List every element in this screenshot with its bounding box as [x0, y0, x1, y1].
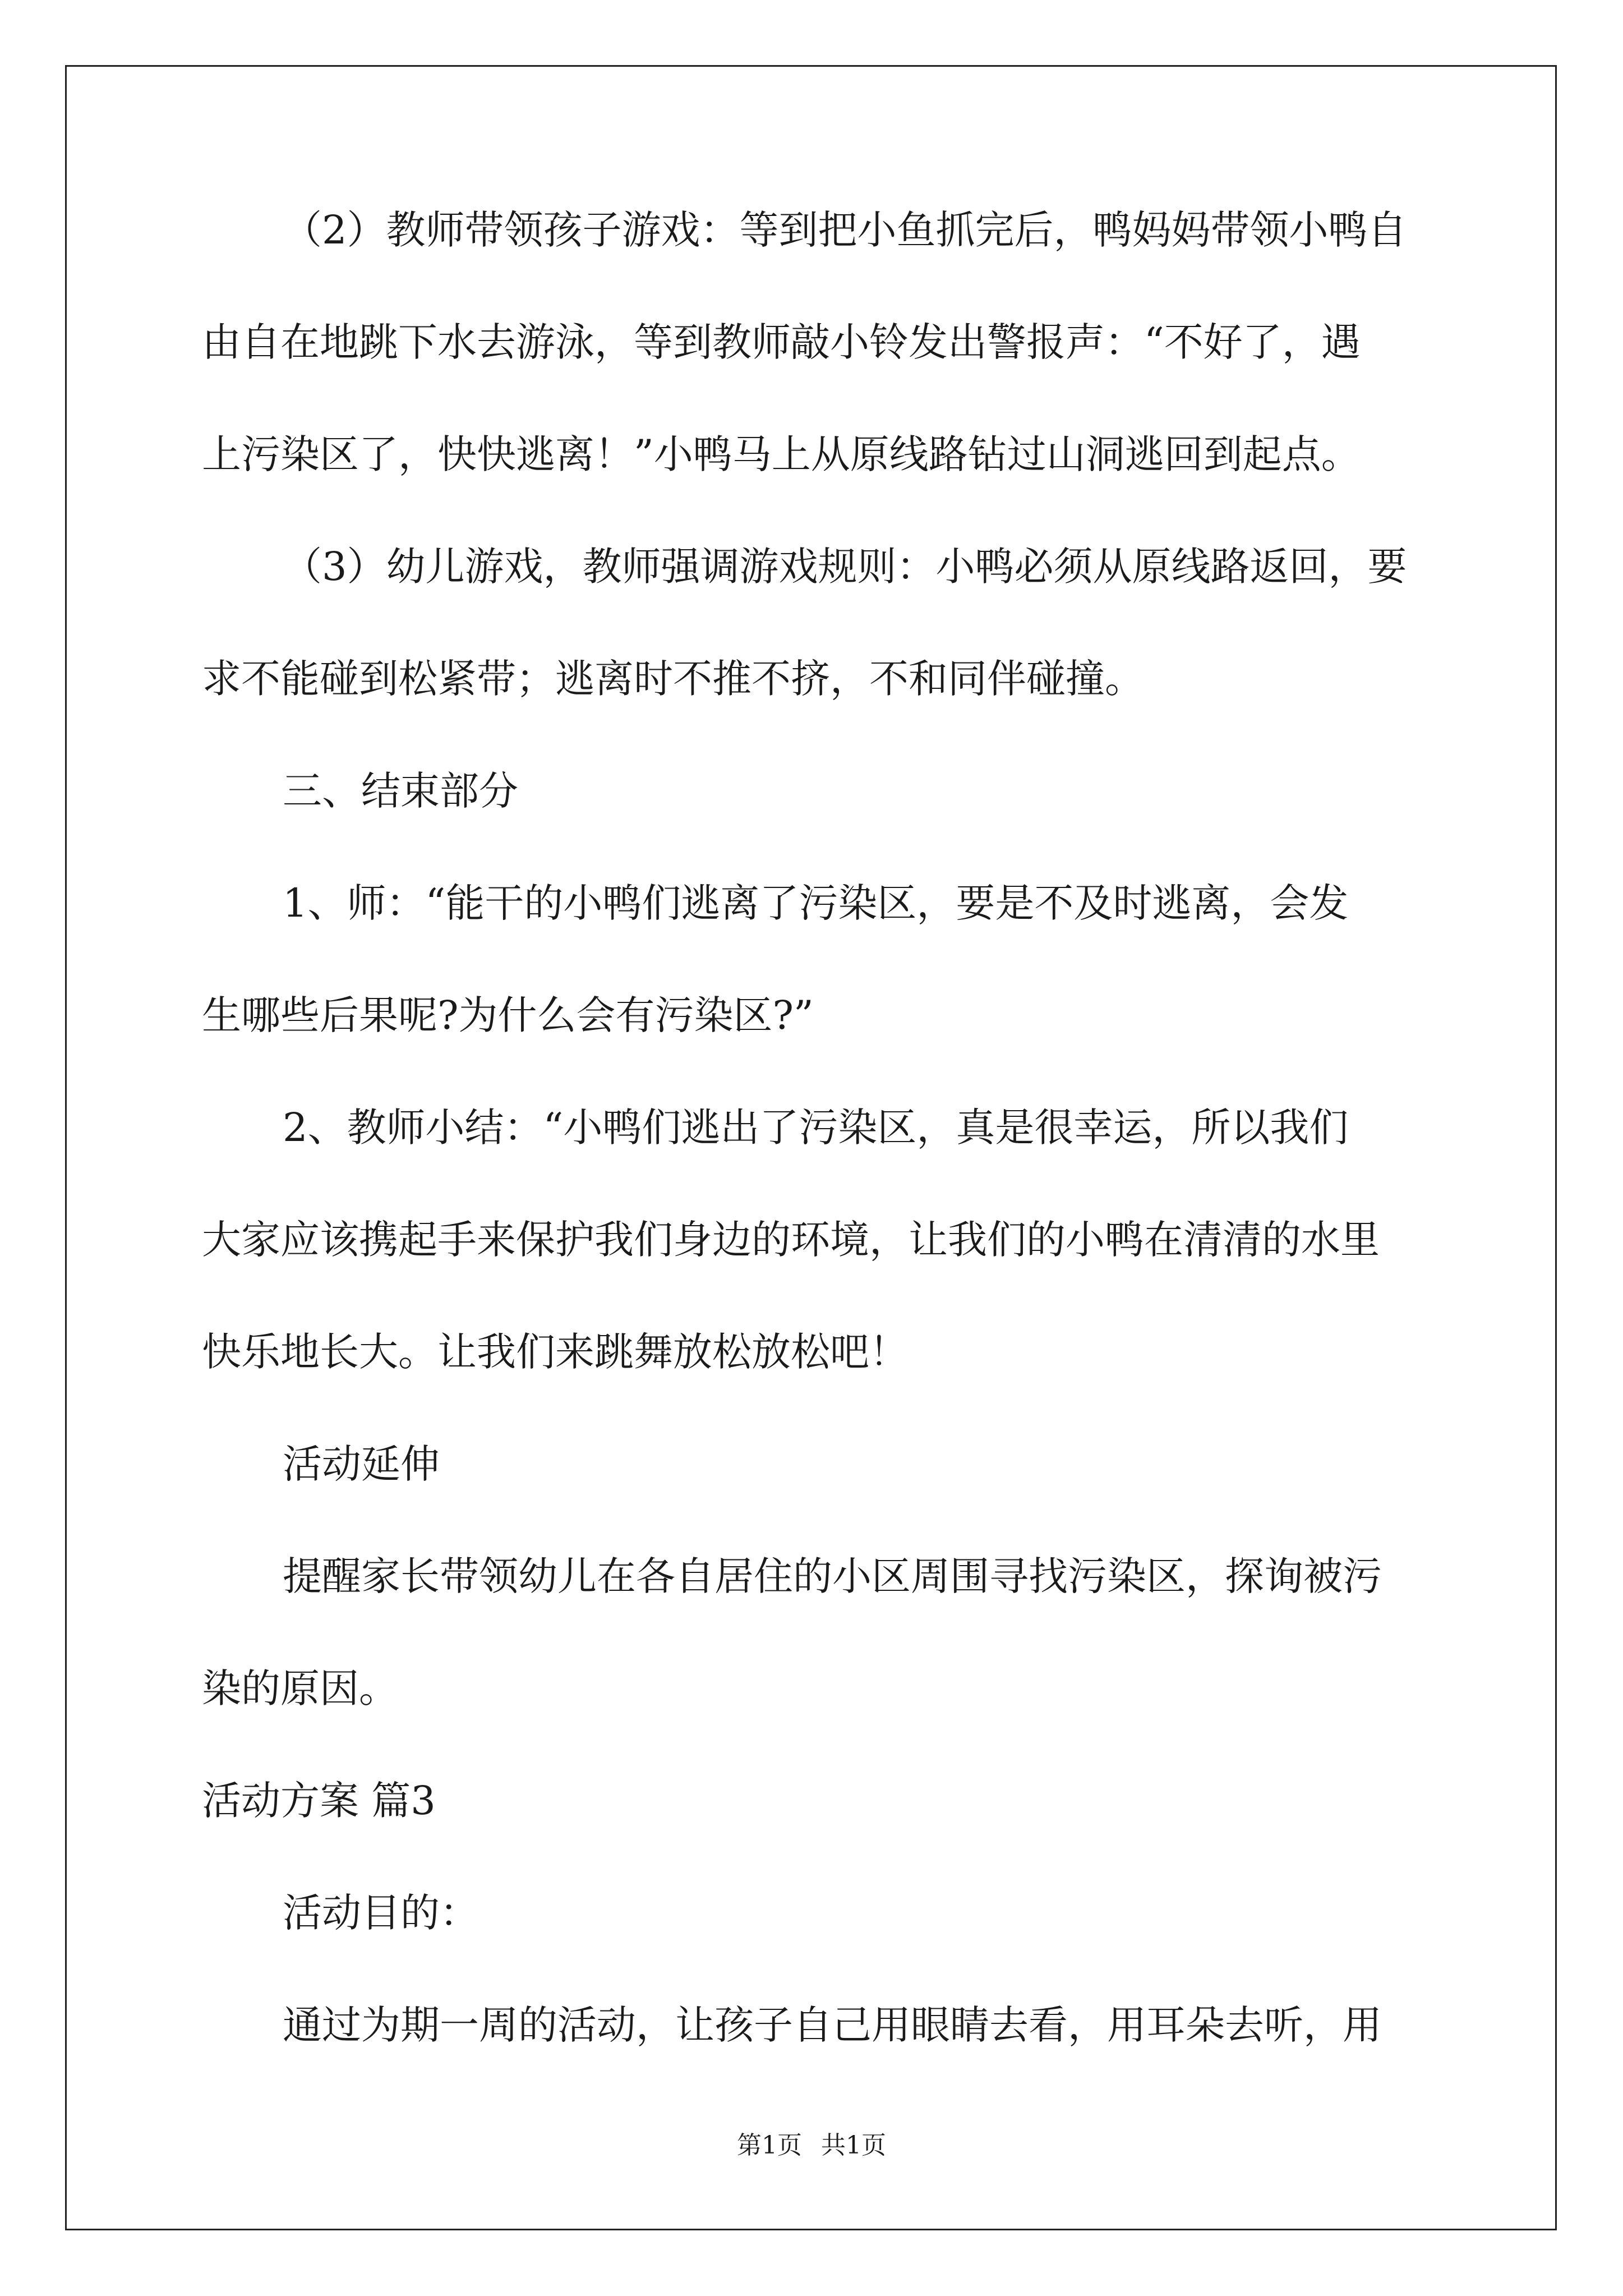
section-heading: 活动延伸 [283, 1441, 440, 1487]
paragraph-line: 求不能碰到松紧带；逃离时不推不挤，不和同伴碰撞。 [202, 656, 1144, 702]
page-number: 第1页 [737, 2131, 802, 2160]
section-heading: 三、结束部分 [283, 768, 518, 814]
paragraph-line: 大家应该携起手来保护我们身边的环境，让我们的小鸭在清清的水里 [202, 1217, 1380, 1263]
paragraph-line: 1、师：“能干的小鸭们逃离了污染区，要是不及时逃离，会发 [283, 880, 1349, 926]
paragraph-line: 染的原因。 [202, 1665, 398, 1711]
page-footer [0, 2129, 1623, 2162]
paragraph-line: （2）教师带领孩子游戏：等到把小鱼抓完后，鸭妈妈带领小鸭自 [283, 207, 1407, 253]
paragraph-line: 2、教师小结：“小鸭们逃出了污染区，真是很幸运，所以我们 [283, 1105, 1349, 1151]
paragraph-line: 提醒家长带领幼儿在各自居住的小区周围寻找污染区，探询被污 [283, 1553, 1382, 1599]
paragraph-line: 生哪些后果呢?为什么会有污染区?” [202, 992, 814, 1038]
paragraph-line: （3）幼儿游戏，教师强调游戏规则：小鸭必须从原线路返回，要 [283, 544, 1407, 590]
paragraph-line: 上污染区了，快快逃离！”小鸭马上从原线路钻过山洞逃回到起点。 [202, 431, 1361, 477]
paragraph-line: 通过为期一周的活动，让孩子自己用眼睛去看，用耳朵去听，用 [283, 2002, 1382, 2048]
paragraph-line: 由自在地跳下水去游泳，等到教师敲小铃发出警报声：“不好了，遇 [202, 319, 1361, 365]
paragraph-line: 快乐地长大。让我们来跳舞放松放松吧！ [202, 1329, 909, 1375]
plan-title: 活动方案 篇3 [202, 1778, 436, 1824]
section-heading: 活动目的： [283, 1890, 479, 1936]
page-total: 共1页 [821, 2131, 886, 2160]
